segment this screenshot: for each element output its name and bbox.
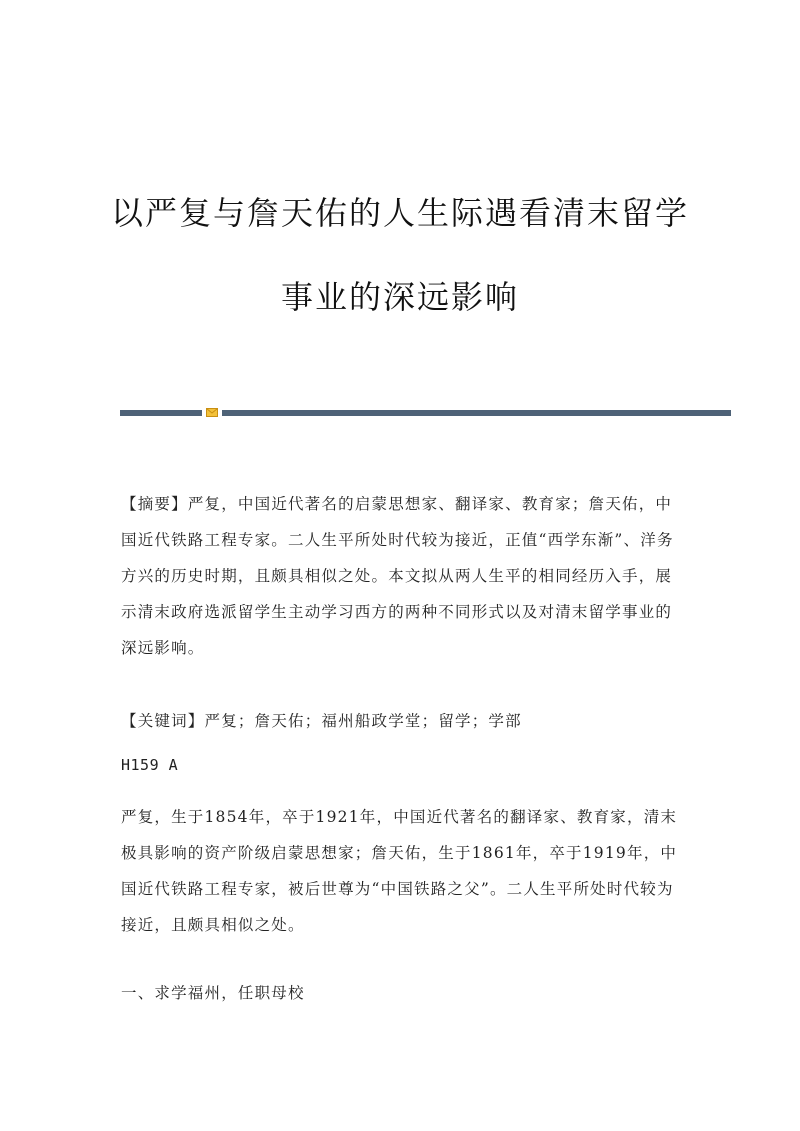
keywords-paragraph — [121, 703, 681, 739]
classification-code: H159 A — [121, 756, 179, 774]
abstract-text: 严复，中国近代著名的启蒙思想家、翻译家、教育家；詹天佑，中国近代铁路工程专家。二人生平所处时代较为接近，正值“西学东渐”、洋务方兴的历史时期，且颇具相似之处。本文拟从两人生平的相同经历入手，展示清末政府选派留学生主动学习西方的两种不同形式以及对清末留学事业的深远影响。 — [121, 495, 674, 657]
envelope-icon — [206, 408, 218, 417]
divider-bar-right — [222, 410, 731, 416]
abstract-paragraph — [121, 486, 681, 666]
keywords-text: 严复；詹天佑；福州船政学堂；留学；学部 — [204, 712, 522, 730]
abstract-label: 【摘要】 — [121, 495, 188, 513]
document-title-line-1: 以严复与詹天佑的人生际遇看清末留学 — [110, 194, 689, 232]
title-divider — [120, 408, 731, 417]
body-paragraph: 严复，生于1854年，卒于1921年，中国近代著名的翻译家、教育家，清末极具影响的资产阶级启蒙思想家；詹天佑，生于1861年，卒于1919年，中国近代铁路工程专家，被后世尊为“中国铁路之父”。二人生平所处时代较为接近，且颇具相似之处。 — [121, 808, 678, 934]
section-heading: 一、求学福州，任职母校 — [121, 984, 305, 1002]
keywords-label: 【关键词】 — [121, 712, 205, 730]
divider-bar-left — [120, 410, 202, 416]
document-title-line-2: 事业的深远影响 — [280, 278, 519, 316]
